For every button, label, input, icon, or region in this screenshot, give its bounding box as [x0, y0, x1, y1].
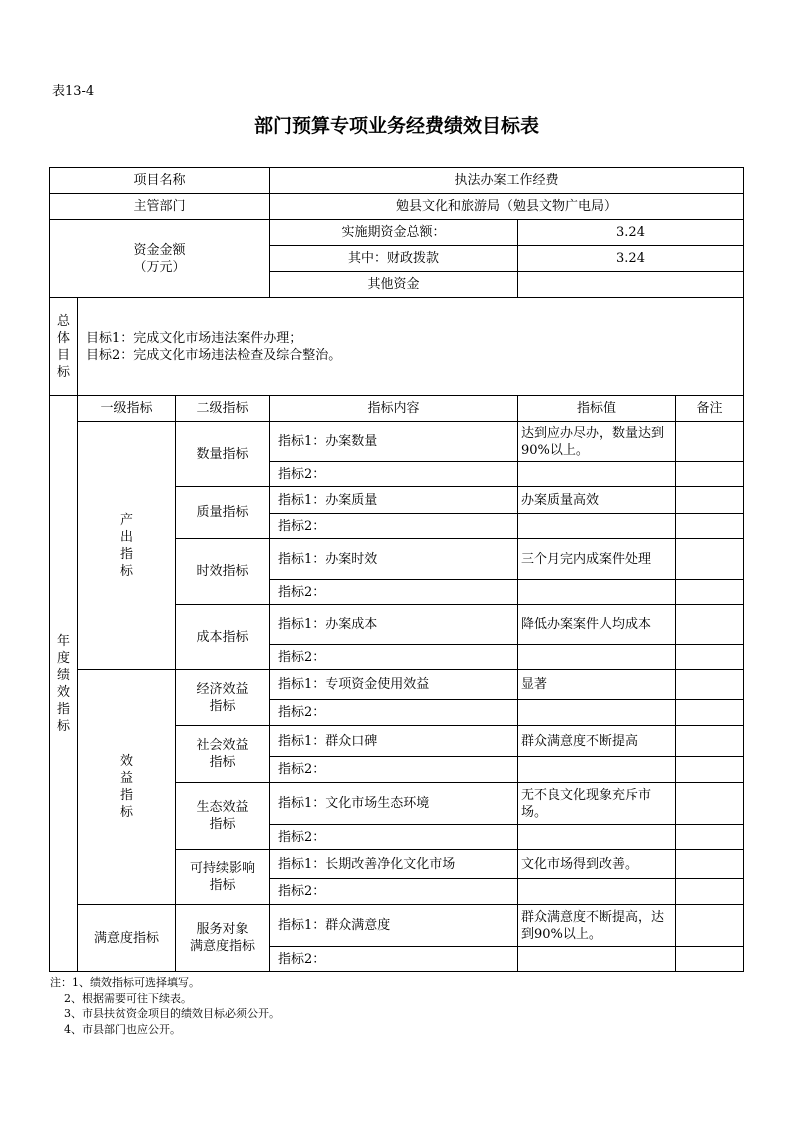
other-fund-value [518, 272, 744, 298]
footnote: 2、根据需要可往下续表。 [50, 991, 192, 1005]
remark-cell [676, 726, 744, 757]
remark-cell [676, 539, 744, 580]
indicator-content: 指标2： [270, 462, 518, 487]
header-level2: 二级指标 [176, 396, 270, 422]
table-row [50, 905, 744, 947]
project-name-label: 项目名称 [50, 168, 270, 194]
remark-cell [676, 514, 744, 539]
remark-cell [676, 580, 744, 605]
indicator-content: 指标2： [270, 947, 518, 972]
cost-indicator: 成本指标 [176, 605, 270, 670]
project-name-row [50, 168, 744, 194]
indicator-content: 指标2： [270, 757, 518, 783]
header-content: 指标内容 [270, 396, 518, 422]
fund-total-row [50, 220, 744, 246]
overall-goal-label: 总体目标 [50, 298, 78, 396]
goal-2: 目标2：完成文化市场违法检查及综合整治。 [86, 347, 342, 363]
remark-cell [676, 905, 744, 947]
department-label: 主管部门 [50, 194, 270, 220]
department-value: 勉县文化和旅游局（勉县文物广电局） [270, 194, 744, 220]
indicator-content: 指标1：办案时效 [270, 539, 518, 580]
indicator-value [518, 879, 676, 905]
indicator-content: 指标2： [270, 700, 518, 726]
indicator-content: 指标2： [270, 825, 518, 850]
social-benefit-indicator: 社会效益 指标 [176, 726, 270, 783]
indicator-content: 指标1：专项资金使用效益 [270, 670, 518, 700]
indicator-content: 指标1：办案质量 [270, 487, 518, 514]
total-fund-value: 3.24 [518, 220, 744, 246]
indicator-content: 指标1：文化市场生态环境 [270, 783, 518, 825]
indicator-header-row [50, 396, 744, 422]
satisfaction-indicator-label: 满意度指标 [78, 905, 176, 972]
header-level1: 一级指标 [78, 396, 176, 422]
indicator-value [518, 947, 676, 972]
table-number: 表13-4 [52, 84, 95, 99]
remark-cell [676, 487, 744, 514]
footnote: 4、市县部门也应公开。 [50, 1022, 181, 1036]
other-fund-label: 其他资金 [270, 272, 518, 298]
indicator-value: 达到应办尽办，数量达到90%以上。 [518, 422, 676, 462]
indicator-value: 显著 [518, 670, 676, 700]
footnotes [50, 975, 280, 1037]
indicator-content: 指标1：长期改善净化文化市场 [270, 850, 518, 879]
output-indicator-label: 产出指标 [78, 422, 176, 670]
header-remark: 备注 [676, 396, 744, 422]
indicator-value [518, 700, 676, 726]
header-value: 指标值 [518, 396, 676, 422]
page-title: 部门预算专项业务经费绩效目标表 [253, 115, 539, 137]
indicator-content: 指标1：办案数量 [270, 422, 518, 462]
indicator-value [518, 514, 676, 539]
indicator-value: 群众满意度不断提高，达到90%以上。 [518, 905, 676, 947]
fiscal-fund-value: 3.24 [518, 246, 744, 272]
indicator-content: 指标2： [270, 514, 518, 539]
indicator-value: 文化市场得到改善。 [518, 850, 676, 879]
fund-label-line2: （万元） [133, 259, 186, 275]
indicator-value [518, 462, 676, 487]
indicator-content: 指标1：群众口碑 [270, 726, 518, 757]
remark-cell [676, 757, 744, 783]
indicator-value [518, 825, 676, 850]
total-fund-label: 实施期资金总额： [270, 220, 518, 246]
remark-cell [676, 825, 744, 850]
fiscal-fund-label: 其中：财政拨款 [270, 246, 518, 272]
goal-1: 目标1：完成文化市场违法案件办理； [86, 330, 303, 346]
remark-cell [676, 879, 744, 905]
indicator-value: 办案质量高效 [518, 487, 676, 514]
indicator-value: 降低办案案件人均成本 [518, 605, 676, 645]
footnote: 3、市县扶贫资金项目的绩效目标必须公开。 [50, 1007, 280, 1020]
footnote: 注：1、绩效指标可选择填写。 [50, 976, 200, 989]
table-row [50, 422, 744, 462]
indicator-content: 指标2： [270, 879, 518, 905]
remark-cell [676, 422, 744, 462]
fund-label-line1: 资金金额 [133, 242, 186, 258]
table-row [50, 670, 744, 700]
remark-cell [676, 670, 744, 700]
indicator-content: 指标2： [270, 580, 518, 605]
remark-cell [676, 462, 744, 487]
remark-cell [676, 645, 744, 670]
remark-cell [676, 605, 744, 645]
economic-benefit-indicator: 经济效益 指标 [176, 670, 270, 726]
indicator-value: 群众满意度不断提高 [518, 726, 676, 757]
indicator-content: 指标1：群众满意度 [270, 905, 518, 947]
remark-cell [676, 783, 744, 825]
indicator-content: 指标1：办案成本 [270, 605, 518, 645]
remark-cell [676, 947, 744, 972]
project-name-value: 执法办案工作经费 [270, 168, 744, 194]
quality-indicator: 质量指标 [176, 487, 270, 539]
benefit-indicator-label: 效益指标 [78, 670, 176, 905]
service-satisfaction-indicator: 服务对象 满意度指标 [176, 905, 270, 972]
indicator-value [518, 757, 676, 783]
performance-goal-table [49, 167, 744, 972]
indicator-value: 无不良文化现象充斥市场。 [518, 783, 676, 825]
overall-goal-row [50, 298, 744, 396]
overall-goal-content [78, 298, 744, 396]
ecological-benefit-indicator: 生态效益 指标 [176, 783, 270, 850]
remark-cell [676, 700, 744, 726]
indicator-value: 三个月完内成案件处理 [518, 539, 676, 580]
quantity-indicator: 数量指标 [176, 422, 270, 487]
remark-cell [676, 850, 744, 879]
sustainable-impact-indicator: 可持续影响 指标 [176, 850, 270, 905]
indicator-value [518, 580, 676, 605]
fund-amount-label [50, 220, 270, 298]
timeliness-indicator: 时效指标 [176, 539, 270, 605]
department-row [50, 194, 744, 220]
indicator-content: 指标2： [270, 645, 518, 670]
annual-indicator-label: 年度绩效指标 [50, 396, 78, 972]
indicator-value [518, 645, 676, 670]
